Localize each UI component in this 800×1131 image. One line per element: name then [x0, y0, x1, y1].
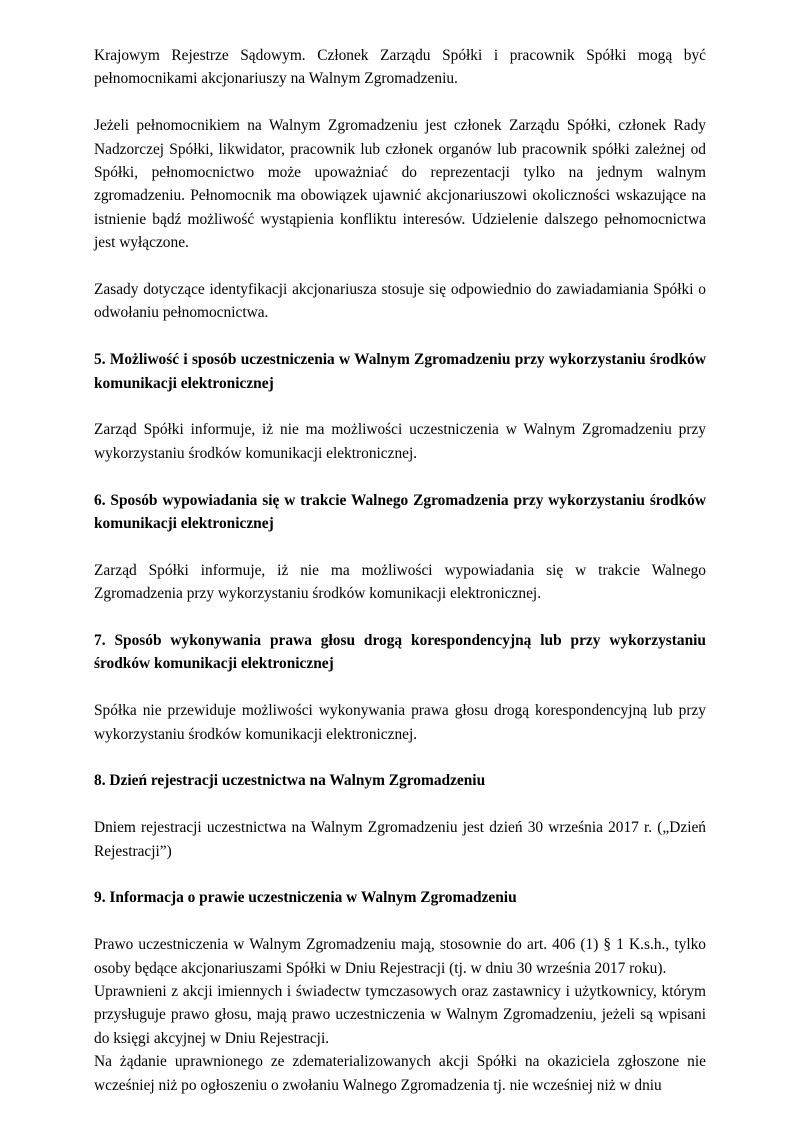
spacer: [94, 465, 706, 488]
section-9-body-dematerialized-shares: Na żądanie uprawnionego ze zdematerializowanych akcji Spółki na okaziciela zgłoszone nie wcześniej niż po ogłoszeniu o zwołaniu Walnego Zgromadzenia tj. nie wcześniej niż w dniu: [94, 1053, 706, 1094]
spacer: [94, 395, 706, 418]
spacer: [94, 91, 706, 114]
spacer: [94, 793, 706, 816]
section-5-body: Zarząd Spółki informuje, iż nie ma możliwości uczestniczenia w Walnym Zgromadzeniu przy wykorzystaniu środków komunikacji elektronicznej.: [94, 421, 706, 462]
section-8-body: Dniem rejestracji uczestnictwa na Walnym Zgromadzeniu jest dzień 30 września 2017 r. („Dzień Rejestracji”): [94, 819, 706, 860]
section-6-body: Zarząd Spółki informuje, iż nie ma możliwości wypowiadania się w trakcie Walnego Zgromadzenia przy wykorzystaniu środków komunikacji elektronicznej.: [94, 561, 706, 603]
section-5-heading: 5. Możliwość i sposób uczestniczenia w Walnym Zgromadzeniu przy wykorzystaniu środków komunikacji elektronicznej: [94, 351, 706, 392]
section-7-heading: 7. Sposób wykonywania prawa głosu drogą korespondencyjną lub przy wykorzystaniu środków komunikacji elektronicznej: [94, 632, 706, 673]
paragraph-conflict-of-interest: Jeżeli pełnomocnikiem na Walnym Zgromadzeniu jest członek Zarządu Spółki, członek Rady Nadzorczej Spółki, likwidator, pracownik lub członek organów lub pracownik spółki zależnej od Spółki, pełnomocnictwo może upoważniać do reprezentacji tylko na jednym walnym zgromadzeniu. Pełnomocnik ma obowiązek ujawnić akcjonariuszowi okoliczności wskazujące na istnienie bądź możliwość wystąpienia konfliktu interesów. Udzielenie dalszego pełnomocnictwa jest wyłączone.: [94, 117, 706, 252]
section-8-heading: 8. Dzień rejestracji uczestnictwa na Walnym Zgromadzeniu: [94, 772, 486, 790]
spacer: [94, 746, 706, 769]
section-9-body-participation-right: Prawo uczestniczenia w Walnym Zgromadzeniu mają, stosownie do art. 406 (1) § 1 K.s.h., tylko osoby będące akcjonariuszami Spółki w Dniu Rejestracji (tj. w dniu 30 września 2017 roku).: [94, 936, 706, 977]
spacer: [94, 325, 706, 348]
spacer: [94, 606, 706, 629]
section-7-body: Spółka nie przewiduje możliwości wykonywania prawa głosu drogą korespondencyjną lub przy wykorzystaniu środków komunikacji elektronicznej.: [94, 702, 706, 743]
spacer: [94, 676, 706, 699]
paragraph-identification: Zasady dotyczące identyfikacji akcjonariusza stosuje się odpowiednio do zawiadamiania Spółki o odwołaniu pełnomocnictwa.: [94, 281, 706, 322]
document-page: [94, 44, 706, 1097]
paragraph-intro: Krajowym Rejestrze Sądowym. Członek Zarządu Spółki i pracownik Spółki mogą być pełnomocnikami akcjonariuszy na Walnym Zgromadzeniu.: [94, 47, 706, 88]
spacer: [94, 535, 706, 558]
spacer: [94, 255, 706, 278]
spacer: [94, 910, 706, 933]
section-9-heading: 9. Informacja o prawie uczestniczenia w Walnym Zgromadzeniu: [94, 889, 517, 907]
section-6-heading: 6. Sposób wypowiadania się w trakcie Walnego Zgromadzenia przy wykorzystaniu środków komunikacji elektronicznej: [94, 491, 706, 533]
spacer: [94, 863, 706, 886]
section-9-body-registered-shares: Uprawnieni z akcji imiennych i świadectw tymczasowych oraz zastawnicy i użytkownicy, którym przysługuje prawo głosu, mają prawo uczestniczenia w Walnym Zgromadzeniu, jeżeli są wpisani do księgi akcyjnej w Dniu Rejestracji.: [94, 983, 706, 1047]
